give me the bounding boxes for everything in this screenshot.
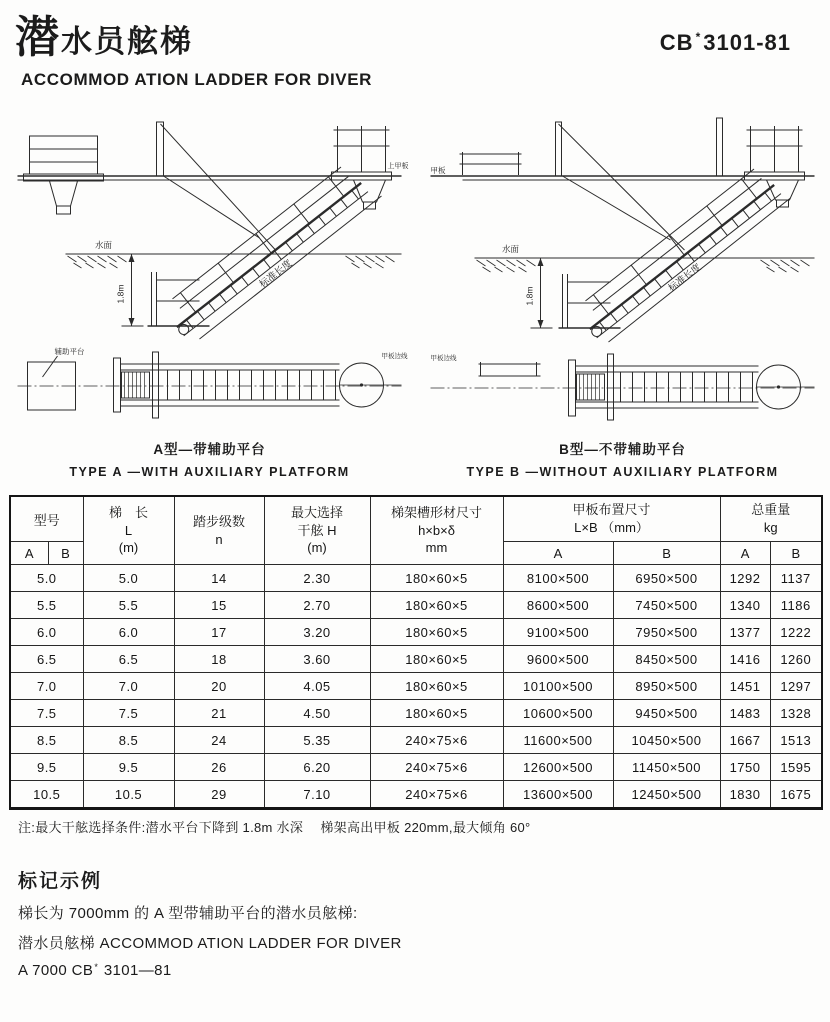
- table-cell: 5.5: [83, 592, 174, 619]
- table-row: [10, 619, 822, 646]
- depth-label: 1.8m: [115, 284, 126, 304]
- table-cell: 1377: [720, 619, 770, 646]
- col-deck-b: B: [613, 542, 720, 565]
- col-length: 梯 长 L (m): [83, 496, 174, 565]
- table-cell: 5.0: [10, 565, 83, 592]
- table-cell: 4.50: [264, 700, 370, 727]
- standard-length-label: 标准长度: [257, 257, 295, 291]
- page-header: [9, 14, 821, 90]
- example-line-1: 梯长为 7000mm 的 A 型带辅助平台的潜水员舷梯:: [18, 905, 358, 922]
- inclined-ladder: [161, 163, 368, 336]
- type-b-caption-en: TYPE B —WITHOUT AUXILIARY PLATFORM: [466, 465, 779, 479]
- table-cell: 5.0: [83, 565, 174, 592]
- depth-label: 1.8m: [524, 286, 535, 306]
- table-cell: 10.5: [83, 781, 174, 809]
- table-note: 注:最大干舷选择条件:潜水平台下降到 1.8m 水深 梯架高出甲板 220mm,最大倾角 60°: [18, 820, 531, 835]
- deck-edge-railing-plan: [479, 362, 541, 376]
- example-heading: 标记示例: [18, 871, 103, 892]
- table-cell: 2.30: [264, 565, 370, 592]
- figure-type-a: [9, 96, 410, 479]
- table-cell: 1340: [720, 592, 770, 619]
- aux-platform-label: 辅助平台: [54, 347, 85, 356]
- standard-star: *: [695, 30, 702, 44]
- lower-platform: [148, 272, 210, 326]
- table-cell: 17: [174, 619, 264, 646]
- table-cell: 21: [174, 700, 264, 727]
- spec-table-head: [10, 496, 822, 565]
- table-row: [10, 673, 822, 700]
- col-steps: 踏步级数 n: [174, 496, 264, 565]
- upper-deck-label: 上甲板: [387, 163, 409, 170]
- figure-type-b: [422, 96, 823, 479]
- table-cell: 7.5: [83, 700, 174, 727]
- table-cell: 180×60×5: [370, 646, 503, 673]
- deck-platform-railing: [24, 136, 104, 214]
- example-line-3: [18, 962, 821, 979]
- table-cell: 240×75×6: [370, 754, 503, 781]
- table-cell: 1483: [720, 700, 770, 727]
- table-cell: 1416: [720, 646, 770, 673]
- ladder-plan: [114, 352, 402, 418]
- support-wires: [161, 124, 276, 250]
- plan-rungs: [168, 370, 336, 400]
- marking-example: [18, 866, 821, 979]
- col-deck-a: A: [503, 542, 613, 565]
- water-surface-label: 水面: [94, 240, 113, 250]
- table-cell: 8450×500: [613, 646, 720, 673]
- table-cell: 9.5: [83, 754, 174, 781]
- table-cell: 7.0: [83, 673, 174, 700]
- mast-post: [157, 122, 164, 176]
- table-cell: 9100×500: [503, 619, 613, 646]
- col-model-b: B: [48, 542, 83, 565]
- col-model: 型号: [10, 496, 83, 542]
- table-cell: 1297: [770, 673, 822, 700]
- page-title-en: ACCOMMOD ATION LADDER FOR DIVER: [21, 70, 373, 89]
- table-cell: 180×60×5: [370, 619, 503, 646]
- col-freeboard: 最大选择 干舷 H (m): [264, 496, 370, 565]
- col-weight-b: B: [770, 542, 822, 565]
- standard-length-label: 标准长度: [666, 261, 704, 295]
- table-cell: 24: [174, 727, 264, 754]
- deck-edge-label: 甲板边线: [430, 355, 457, 362]
- table-cell: 180×60×5: [370, 673, 503, 700]
- ladder-steps: [187, 191, 359, 328]
- support-wires: [559, 124, 685, 250]
- table-cell: 6950×500: [613, 565, 720, 592]
- table-row: [10, 646, 822, 673]
- table-cell: 5.5: [10, 592, 83, 619]
- ladder-plan: [569, 354, 815, 420]
- table-cell: 7.10: [264, 781, 370, 809]
- table-cell: 10450×500: [613, 727, 720, 754]
- table-cell: 6.0: [83, 619, 174, 646]
- col-weight: 总重量 kg: [720, 496, 822, 542]
- table-row: [10, 781, 822, 809]
- table-cell: 26: [174, 754, 264, 781]
- deck-label: 甲板: [430, 166, 446, 175]
- col-channel: 梯架槽形材尺寸 h×b×δ mm: [370, 496, 503, 565]
- type-b-drawing: [422, 96, 823, 434]
- example-line2-zh: 潜水员舷梯: [18, 935, 100, 952]
- water-surface-label: 水面: [501, 244, 520, 254]
- table-cell: 1513: [770, 727, 822, 754]
- table-cell: 9.5: [10, 754, 83, 781]
- plan-rungs: [621, 372, 753, 402]
- table-cell: 7950×500: [613, 619, 720, 646]
- example-line-2: [18, 932, 821, 953]
- table-cell: 11450×500: [613, 754, 720, 781]
- table-cell: 12450×500: [613, 781, 720, 809]
- table-cell: 1675: [770, 781, 822, 809]
- title-rest: 水员舷梯: [61, 24, 193, 59]
- example-line3-number: 3101—81: [103, 962, 172, 979]
- table-cell: 10100×500: [503, 673, 613, 700]
- table-cell: 8950×500: [613, 673, 720, 700]
- table-cell: 2.70: [264, 592, 370, 619]
- table-cell: 6.20: [264, 754, 370, 781]
- deck-railing: [460, 152, 522, 175]
- table-cell: 8.5: [10, 727, 83, 754]
- table-cell: 1222: [770, 619, 822, 646]
- type-a-elevation: [18, 122, 409, 339]
- table-cell: 18: [174, 646, 264, 673]
- table-cell: 3.20: [264, 619, 370, 646]
- page-title-zh: [15, 13, 372, 62]
- table-row: [10, 727, 822, 754]
- example-line3-prefix: A 7000 CB: [18, 962, 94, 979]
- table-cell: 180×60×5: [370, 700, 503, 727]
- type-a-caption-en: TYPE A —WITH AUXILIARY PLATFORM: [69, 465, 350, 479]
- lower-platform: [559, 274, 621, 328]
- title-block: [15, 13, 373, 90]
- table-cell: 1595: [770, 754, 822, 781]
- inclined-ladder: [574, 165, 781, 338]
- table-cell: 240×75×6: [370, 781, 503, 809]
- table-cell: 180×60×5: [370, 592, 503, 619]
- table-cell: 20: [174, 673, 264, 700]
- table-cell: 1451: [720, 673, 770, 700]
- table-cell: 6.5: [10, 646, 83, 673]
- table-cell: 180×60×5: [370, 565, 503, 592]
- figures-row: [9, 96, 821, 479]
- table-cell: 1667: [720, 727, 770, 754]
- table-cell: 29: [174, 781, 264, 809]
- table-cell: 15: [174, 592, 264, 619]
- type-a-caption-zh: A型—带辅助平台: [153, 442, 266, 457]
- table-cell: 10.5: [10, 781, 83, 809]
- table-cell: 8100×500: [503, 565, 613, 592]
- col-deck-size: 甲板布置尺寸 L×B （mm）: [503, 496, 720, 542]
- example-line2-en: ACCOMMOD ATION LADDER FOR DIVER: [99, 935, 402, 952]
- example-line3-star: *: [94, 962, 99, 972]
- standard-code: [660, 30, 791, 56]
- table-row: [10, 592, 822, 619]
- type-b-caption-zh: B型—不带辅助平台: [559, 442, 686, 457]
- deck-edge-label: 甲板边线: [381, 353, 408, 360]
- table-cell: 11600×500: [503, 727, 613, 754]
- table-cell: 6.5: [83, 646, 174, 673]
- aux-platform-plan: [28, 356, 76, 410]
- table-cell: 7.0: [10, 673, 83, 700]
- col-model-a: A: [10, 542, 48, 565]
- spec-table: [9, 495, 823, 810]
- table-cell: 1750: [720, 754, 770, 781]
- standard-number: 3101-81: [703, 30, 791, 55]
- type-a-plan: [18, 346, 409, 418]
- table-row: [10, 700, 822, 727]
- table-cell: 9600×500: [503, 646, 613, 673]
- table-cell: 13600×500: [503, 781, 613, 809]
- table-cell: 4.05: [264, 673, 370, 700]
- table-row: [10, 565, 822, 592]
- spec-table-body: [10, 565, 822, 809]
- table-cell: 7450×500: [613, 592, 720, 619]
- table-cell: 3.60: [264, 646, 370, 673]
- type-b-plan: [431, 353, 815, 420]
- table-cell: 1830: [720, 781, 770, 809]
- table-cell: 9450×500: [613, 700, 720, 727]
- table-cell: 1137: [770, 565, 822, 592]
- title-lead-char: 潜: [15, 13, 61, 62]
- table-cell: 10600×500: [503, 700, 613, 727]
- table-cell: 6.0: [10, 619, 83, 646]
- table-cell: 1260: [770, 646, 822, 673]
- table-cell: 14: [174, 565, 264, 592]
- table-cell: 8.5: [83, 727, 174, 754]
- type-a-drawing: [9, 96, 410, 434]
- table-cell: 1292: [720, 565, 770, 592]
- table-cell: 1328: [770, 700, 822, 727]
- table-row: [10, 754, 822, 781]
- type-b-elevation: [431, 118, 815, 342]
- mast-post-2: [717, 118, 723, 176]
- col-weight-a: A: [720, 542, 770, 565]
- mast-post: [556, 122, 562, 176]
- standard-prefix: CB: [659, 30, 694, 55]
- table-cell: 12600×500: [503, 754, 613, 781]
- table-cell: 8600×500: [503, 592, 613, 619]
- table-cell: 240×75×6: [370, 727, 503, 754]
- table-cell: 1186: [770, 592, 822, 619]
- handrail-stanchions: [593, 179, 757, 315]
- table-cell: 5.35: [264, 727, 370, 754]
- table-cell: 7.5: [10, 700, 83, 727]
